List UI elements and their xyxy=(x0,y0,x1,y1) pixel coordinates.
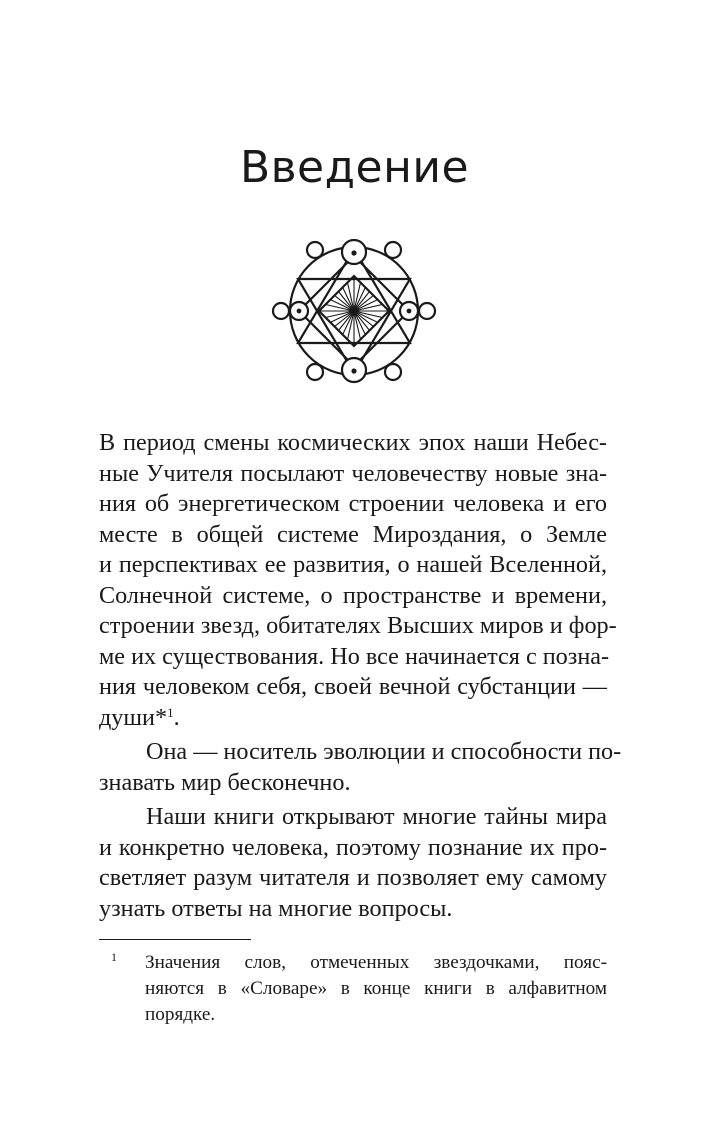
text-line: и конкретно человека, поэтому познание их про- xyxy=(99,833,607,861)
text-line xyxy=(99,703,607,734)
text-line: знавать мир бесконечно. xyxy=(99,768,351,796)
text-fragment: . xyxy=(173,703,180,731)
text-line: узнать ответы на многие вопросы. xyxy=(99,894,453,922)
sacred-geometry-emblem-icon xyxy=(271,236,437,386)
text-line: ния об энергетическом строении человека и его xyxy=(99,490,607,517)
text-line: ме их существования. Но все начинается с позна- xyxy=(99,642,610,670)
paragraph-2 xyxy=(99,737,622,798)
text-line: Наши книги открывают многие тайны мира xyxy=(146,803,607,830)
text-line: и перспективах ее развития, о нашей Вселенной, xyxy=(99,551,607,578)
text-line: ния человеком себя, своей вечной субстанции — xyxy=(99,673,607,700)
footnote-line: порядке. xyxy=(145,1004,216,1025)
main-text xyxy=(99,428,622,924)
text-line: светляет разум читателя и позволяет ему самому xyxy=(99,864,607,891)
text-line: месте в общей системе Мироздания, о Земле xyxy=(99,520,607,548)
chapter-title: Введение xyxy=(239,142,470,193)
footnote-reference[interactable]: 1 xyxy=(167,704,174,720)
text-line: В период смены космических эпох наши Небес- xyxy=(99,429,607,456)
footnote xyxy=(99,950,607,1028)
text-line: Она — носитель эволюции и способности по- xyxy=(146,738,622,765)
text-line: строении звезд, обитателях Высших миров и фор- xyxy=(99,612,617,639)
text-line: ные Учителя посылают человечеству новые зна- xyxy=(99,459,607,487)
footnote-mark: 1 xyxy=(111,950,117,964)
footnote-line: няются в «Словаре» в конце книги в алфавитном xyxy=(145,978,607,999)
text-fragment: души* xyxy=(99,703,168,731)
footnote-divider xyxy=(99,939,251,940)
footnote-line: Значения слов, отмеченных звездочками, пояс- xyxy=(145,952,607,973)
text-line: Солнечной системе, о пространстве и времени, xyxy=(99,581,607,609)
paragraph-1 xyxy=(99,428,617,733)
paragraph-3 xyxy=(99,802,607,924)
